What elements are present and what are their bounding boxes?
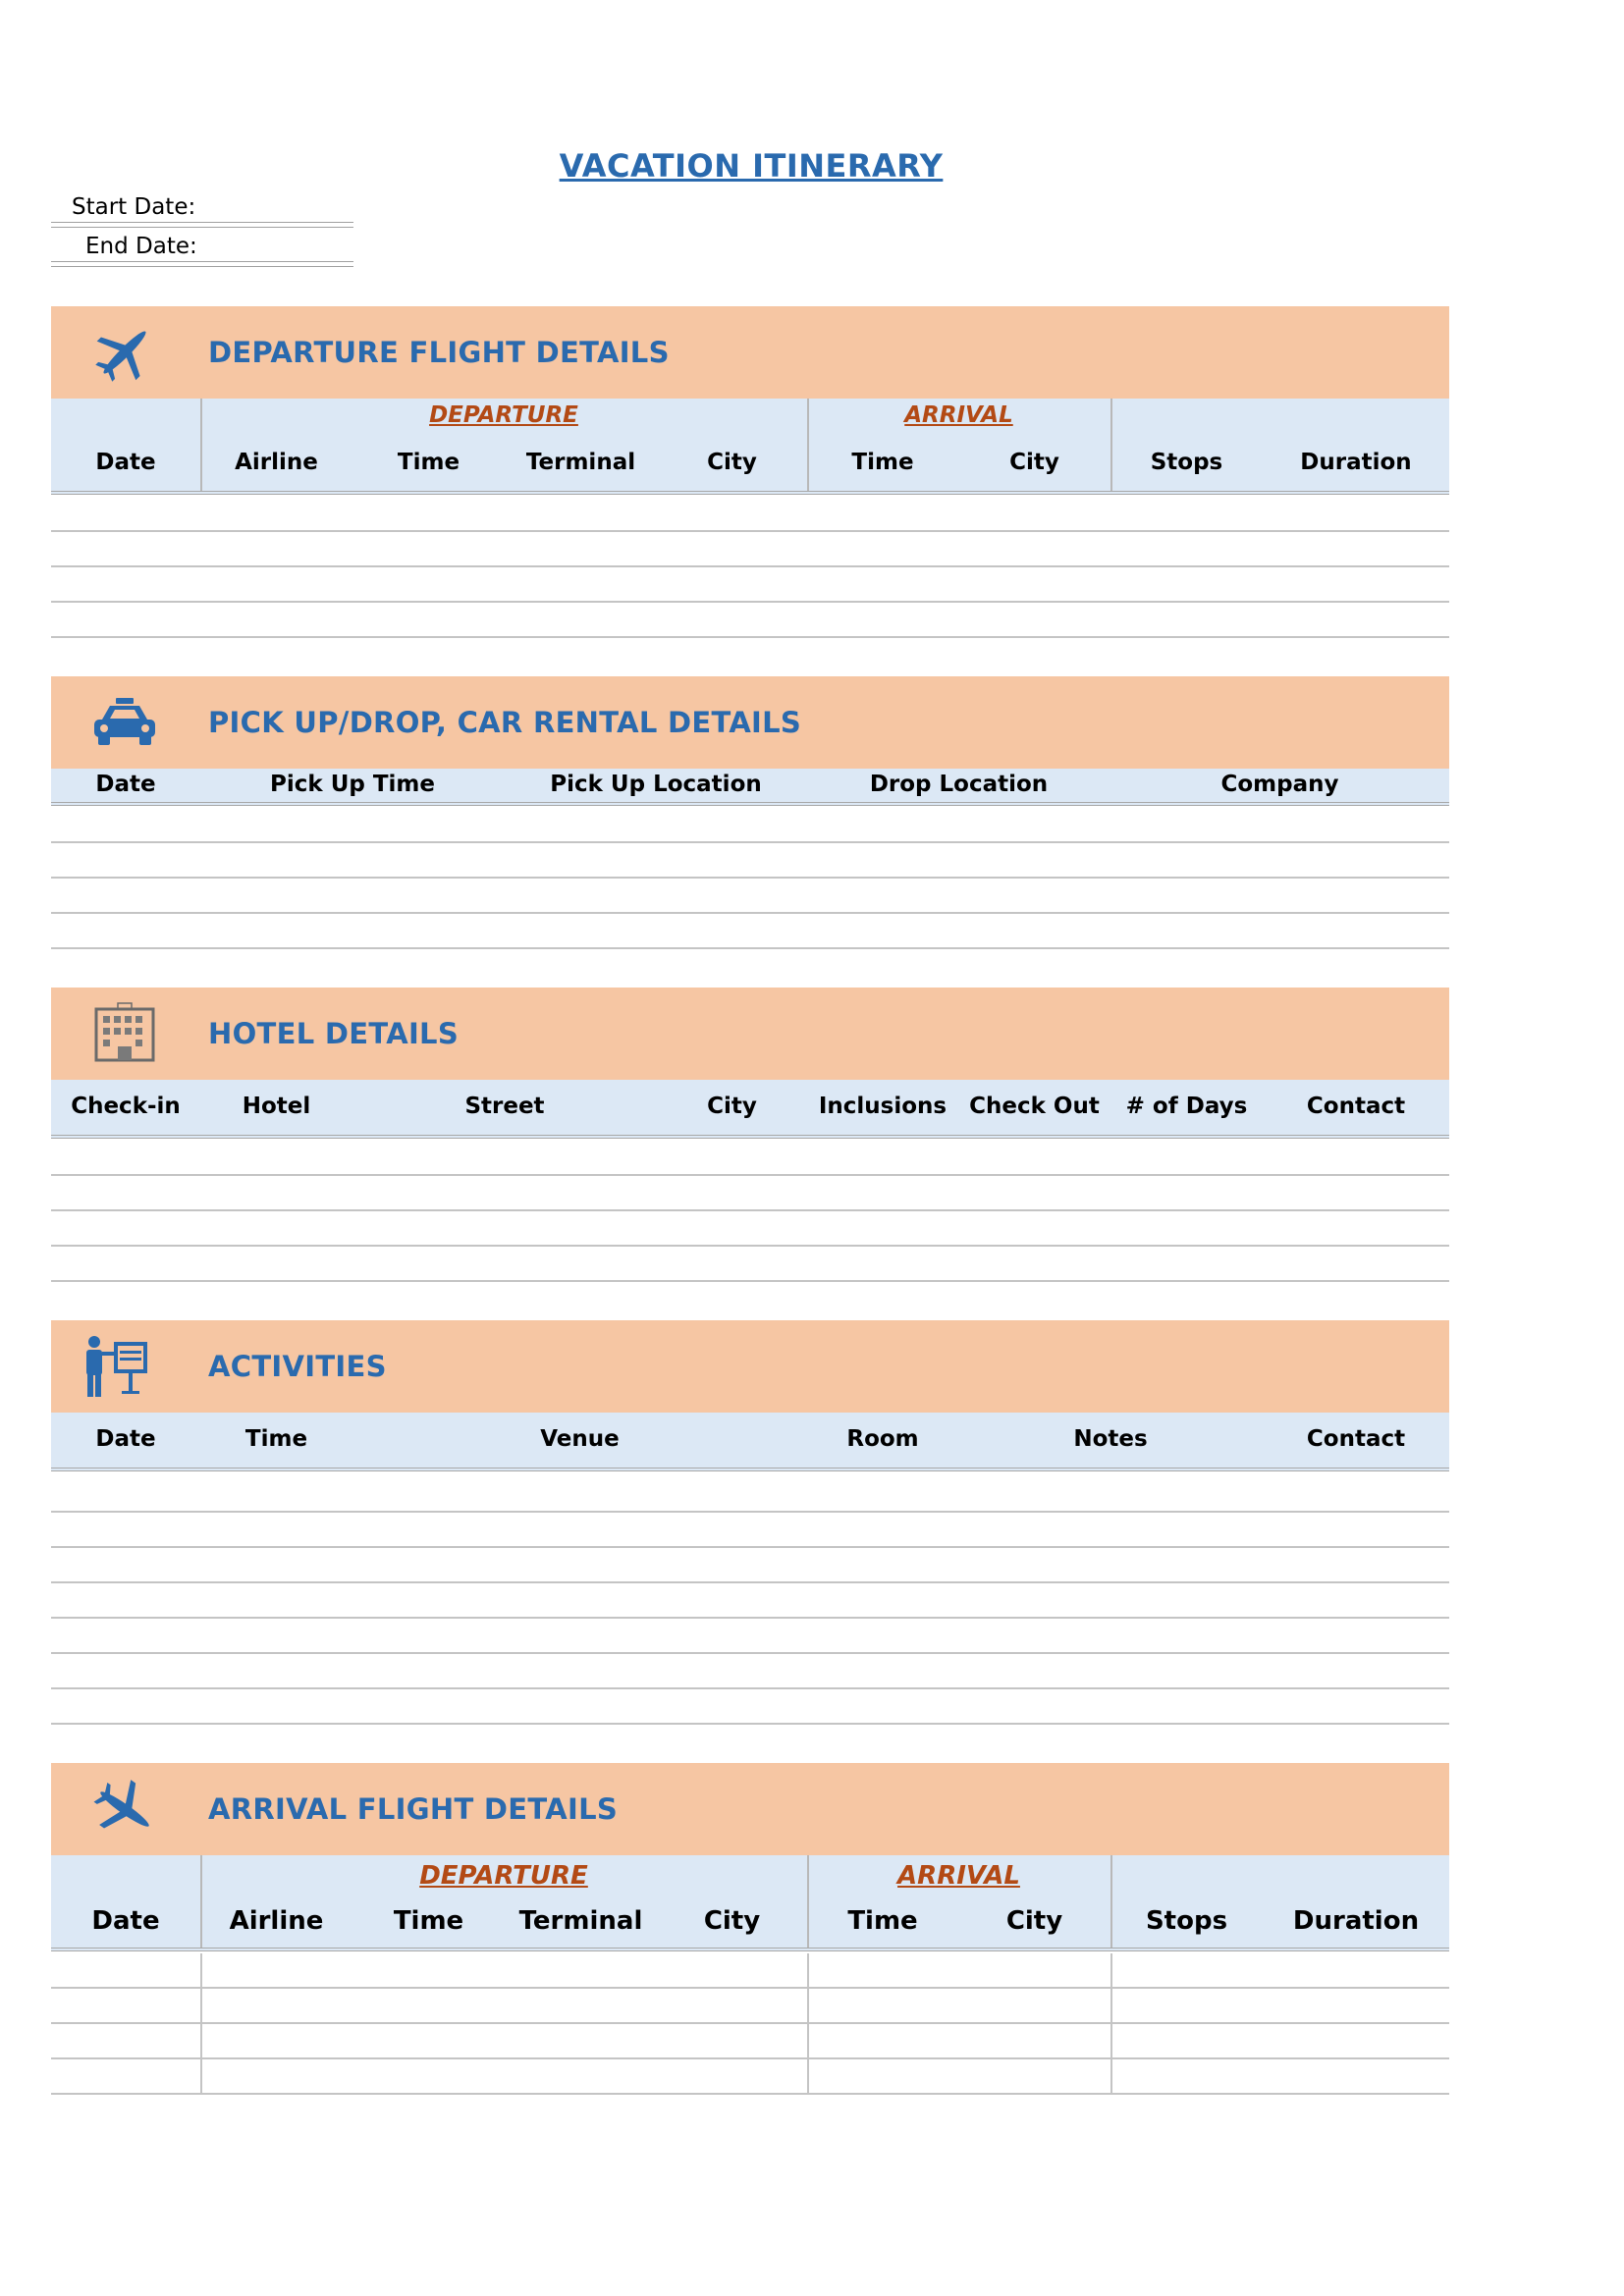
hotel-rows (51, 1141, 1449, 1282)
hotel-band (51, 988, 1449, 1080)
col-time: Time (393, 1906, 464, 1936)
col-airline: Airline (229, 1906, 324, 1936)
table-row[interactable] (51, 808, 1449, 843)
arrival-flight-header (51, 1855, 1449, 1951)
departure-flight-rows (51, 497, 1449, 638)
col-street: Street (464, 1094, 545, 1119)
col-arrival-city: City (1005, 1906, 1063, 1936)
table-row[interactable] (51, 2059, 1449, 2095)
start-date-label: Start Date: (72, 194, 196, 220)
table-row[interactable] (51, 532, 1449, 567)
col-city: City (707, 450, 757, 475)
table-row[interactable] (51, 2024, 1449, 2059)
table-row[interactable] (51, 1477, 1449, 1513)
hotel-icon (81, 999, 169, 1068)
col-arrival-time: Time (851, 450, 914, 475)
table-row[interactable] (51, 1654, 1449, 1689)
col-arrival-time: Time (847, 1906, 918, 1936)
col-terminal: Terminal (525, 450, 636, 475)
col-airline: Airline (235, 450, 318, 475)
presenter-icon (81, 1332, 169, 1401)
table-row[interactable] (51, 603, 1449, 638)
col-stops: Stops (1145, 1906, 1228, 1936)
hotel-title: HOTEL DETAILS (208, 1017, 460, 1050)
col-city: City (707, 1094, 757, 1119)
col-notes: Notes (1073, 1426, 1148, 1452)
col-duration: Duration (1292, 1906, 1420, 1936)
arrival-flight-band (51, 1763, 1449, 1855)
group-departure: DEPARTURE (429, 402, 578, 428)
taxi-icon (81, 688, 169, 757)
car-rental-rows (51, 808, 1449, 949)
col-contact: Contact (1306, 1426, 1406, 1452)
car-rental-header (51, 769, 1449, 806)
col-venue: Venue (540, 1426, 620, 1452)
col-time: Time (244, 1426, 308, 1452)
col-arrival-city: City (1009, 450, 1059, 475)
activities-band (51, 1320, 1449, 1413)
table-row[interactable] (51, 1247, 1449, 1282)
col-pickup-time: Pick Up Time (270, 772, 435, 797)
col-check-out: Check Out (969, 1094, 1100, 1119)
departure-flight-header (51, 399, 1449, 495)
table-row[interactable] (51, 843, 1449, 879)
col-time: Time (397, 450, 460, 475)
table-row[interactable] (51, 1953, 1449, 1989)
table-row[interactable] (51, 567, 1449, 603)
car-rental-band (51, 676, 1449, 769)
table-row[interactable] (51, 497, 1449, 532)
arrival-flight-rows (51, 1953, 1449, 2095)
car-rental-title: PICK UP/DROP, CAR RENTAL DETAILS (208, 706, 802, 739)
group-arrival: ARRIVAL (897, 1861, 1020, 1891)
table-row[interactable] (51, 1211, 1449, 1247)
col-company: Company (1220, 772, 1339, 797)
departure-flight-band (51, 306, 1449, 399)
group-departure: DEPARTURE (419, 1861, 588, 1891)
end-date-label: End Date: (85, 234, 197, 259)
page-title: VACATION ITINERARY (559, 147, 944, 185)
group-arrival: ARRIVAL (904, 402, 1013, 428)
col-date: Date (95, 450, 156, 475)
table-row[interactable] (51, 1141, 1449, 1176)
table-row[interactable] (51, 1689, 1449, 1725)
end-date-field[interactable] (51, 228, 353, 267)
table-row[interactable] (51, 914, 1449, 949)
col-date: Date (91, 1906, 160, 1936)
col-num-days: # of Days (1125, 1094, 1248, 1119)
col-hotel: Hotel (242, 1094, 311, 1119)
table-row[interactable] (51, 1619, 1449, 1654)
hotel-header (51, 1080, 1449, 1139)
airplane-icon (81, 318, 169, 387)
departure-flight-title: DEPARTURE FLIGHT DETAILS (208, 336, 670, 369)
table-row[interactable] (51, 1989, 1449, 2024)
start-date-field[interactable] (51, 188, 353, 228)
table-row[interactable] (51, 1583, 1449, 1619)
col-room: Room (846, 1426, 919, 1452)
col-terminal: Terminal (518, 1906, 643, 1936)
activities-header (51, 1413, 1449, 1471)
col-check-in: Check-in (71, 1094, 181, 1119)
col-duration: Duration (1300, 450, 1412, 475)
airplane-landing-icon (81, 1775, 169, 1843)
table-row[interactable] (51, 879, 1449, 914)
col-stops: Stops (1150, 450, 1223, 475)
table-row[interactable] (51, 1513, 1449, 1548)
table-row[interactable] (51, 1548, 1449, 1583)
col-date: Date (95, 1426, 156, 1452)
arrival-flight-title: ARRIVAL FLIGHT DETAILS (208, 1792, 619, 1826)
col-city: City (703, 1906, 761, 1936)
col-contact: Contact (1306, 1094, 1406, 1119)
activities-rows (51, 1477, 1449, 1725)
col-pickup-location: Pick Up Location (550, 772, 762, 797)
table-row[interactable] (51, 1176, 1449, 1211)
col-date: Date (95, 772, 156, 797)
col-drop-location: Drop Location (869, 772, 1049, 797)
activities-title: ACTIVITIES (208, 1350, 387, 1383)
col-inclusions: Inclusions (818, 1094, 947, 1119)
